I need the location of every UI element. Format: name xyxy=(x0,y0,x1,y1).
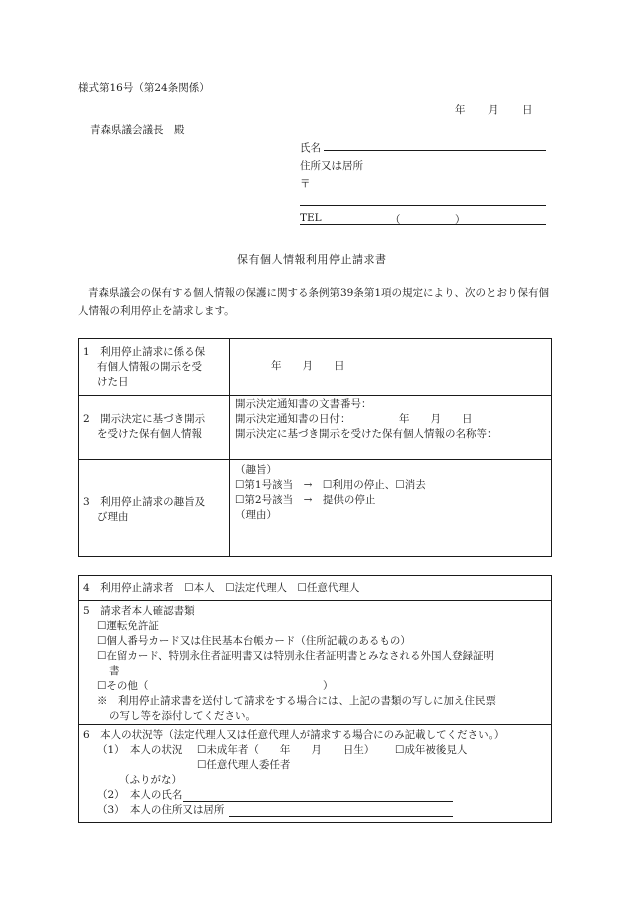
row3-option-1[interactable]: ☐第1号該当 → ☐利用の停止、☐消去 xyxy=(235,479,426,491)
addressee: 青森県議会議長 殿 xyxy=(90,124,185,136)
form-number: 様式第16号（第24条関係） xyxy=(78,82,210,94)
document-title: 保有個人情報利用停止請求書 xyxy=(237,253,387,266)
row2-notice-date-label: 開示決定通知書の日付： xyxy=(235,413,351,425)
row5-item-license[interactable]: ☐運転免許証 xyxy=(97,620,159,632)
row3-reason-heading: （理由） xyxy=(235,509,277,521)
row3-purpose-heading: （趣旨） xyxy=(235,464,277,476)
row1-date-value[interactable]: 年 月 日 xyxy=(271,360,345,372)
row6-status-label: （1） 本人の状況 xyxy=(97,744,183,756)
row6-address-field-line[interactable] xyxy=(229,816,453,817)
row5-item-other[interactable]: ☐その他（ xyxy=(97,680,149,692)
tel-paren-close: ） xyxy=(455,214,466,226)
row-divider-1 xyxy=(79,395,551,396)
requester-table xyxy=(78,575,552,823)
date-day: 日 xyxy=(522,104,533,116)
row5-item-other-close: ） xyxy=(323,680,334,692)
row6-name-field-line[interactable] xyxy=(183,801,453,802)
row4-requester-type[interactable]: 4 利用停止請求者 ☐本人 ☐法定代理人 ☐任意代理人 xyxy=(83,582,360,594)
name-label: 氏名 xyxy=(300,142,321,154)
name-field-line[interactable] xyxy=(324,150,546,151)
row2-notice-date-value[interactable]: 年 月 日 xyxy=(399,413,473,425)
row3-option-2[interactable]: ☐第2号該当 → 提供の停止 xyxy=(235,494,376,506)
row2-label-line2: を受けた保有個人情報 xyxy=(97,428,202,440)
request-table xyxy=(78,338,552,557)
row5-heading: 5 請求者本人確認書類 xyxy=(83,605,195,617)
tel-label: TEL xyxy=(300,212,322,224)
row5-note-line1: ※ 利用停止請求書を送付して請求をする場合には、上記の書類の写しに加え住民票 xyxy=(97,695,496,707)
tel-paren-open: （ xyxy=(390,214,401,226)
row1-label-line1: 1 利用停止請求に係る保 xyxy=(83,346,206,358)
row6-heading: 6 本人の状況等（法定代理人又は任意代理人が請求する場合にのみ記載してください。） xyxy=(83,729,505,741)
date-year: 年 xyxy=(455,104,466,116)
row6-address-label: （3） 本人の住所又は居所 xyxy=(97,804,225,816)
row5-item-mynumber[interactable]: ☐個人番号カード又は住民基本台帳カード（住所記載のあるもの） xyxy=(97,635,411,647)
row6-furigana: （ふりがな） xyxy=(119,774,182,786)
tel-field-line[interactable] xyxy=(300,224,546,225)
row-divider-2 xyxy=(79,459,551,460)
row2-info-name[interactable]: 開示決定に基づき開示を受けた保有個人情報の名称等： xyxy=(235,428,498,440)
row5-item-residence-card-cont: 書 xyxy=(109,665,120,677)
row5-note-line2: の写し等を添付してください。 xyxy=(109,710,256,722)
row6-proxy-option[interactable]: ☐任意代理人委任者 xyxy=(197,759,291,771)
postal-mark: 〒 xyxy=(300,178,311,190)
row5-item-residence-card[interactable]: ☐在留カード、特別永住者証明書又は特別永住者証明書とみなされる外国人登録証明 xyxy=(97,650,494,662)
row1-label-line3: けた日 xyxy=(97,376,129,388)
row3-label-line1: 3 利用停止請求の趣旨及 xyxy=(83,496,206,508)
row2-doc-number[interactable]: 開示決定通知書の文書番号： xyxy=(235,398,372,410)
row3-label-line2: び理由 xyxy=(97,511,129,523)
row-divider-5 xyxy=(79,724,551,725)
row6-adult-guardian-option[interactable]: ☐成年被後見人 xyxy=(395,744,468,756)
row1-label-line2: 有個人情報の開示を受 xyxy=(97,361,202,373)
address-field-line[interactable] xyxy=(300,205,546,206)
address-label: 住所又は居所 xyxy=(300,160,363,172)
row6-name-label: （2） 本人の氏名 xyxy=(97,789,183,801)
row2-label-line1: 2 開示決定に基づき開示 xyxy=(83,413,206,425)
intro-paragraph: 青森県議会の保有する個人情報の保護に関する条例第39条第1項の規定により、次のとおり保有個人情報の利用停止を請求します。 xyxy=(78,287,550,317)
column-divider xyxy=(229,339,230,556)
row-divider-4 xyxy=(79,600,551,601)
row6-minor-option[interactable]: ☐未成年者（ 年 月 日生） xyxy=(197,744,375,756)
date-month: 月 xyxy=(488,104,499,116)
